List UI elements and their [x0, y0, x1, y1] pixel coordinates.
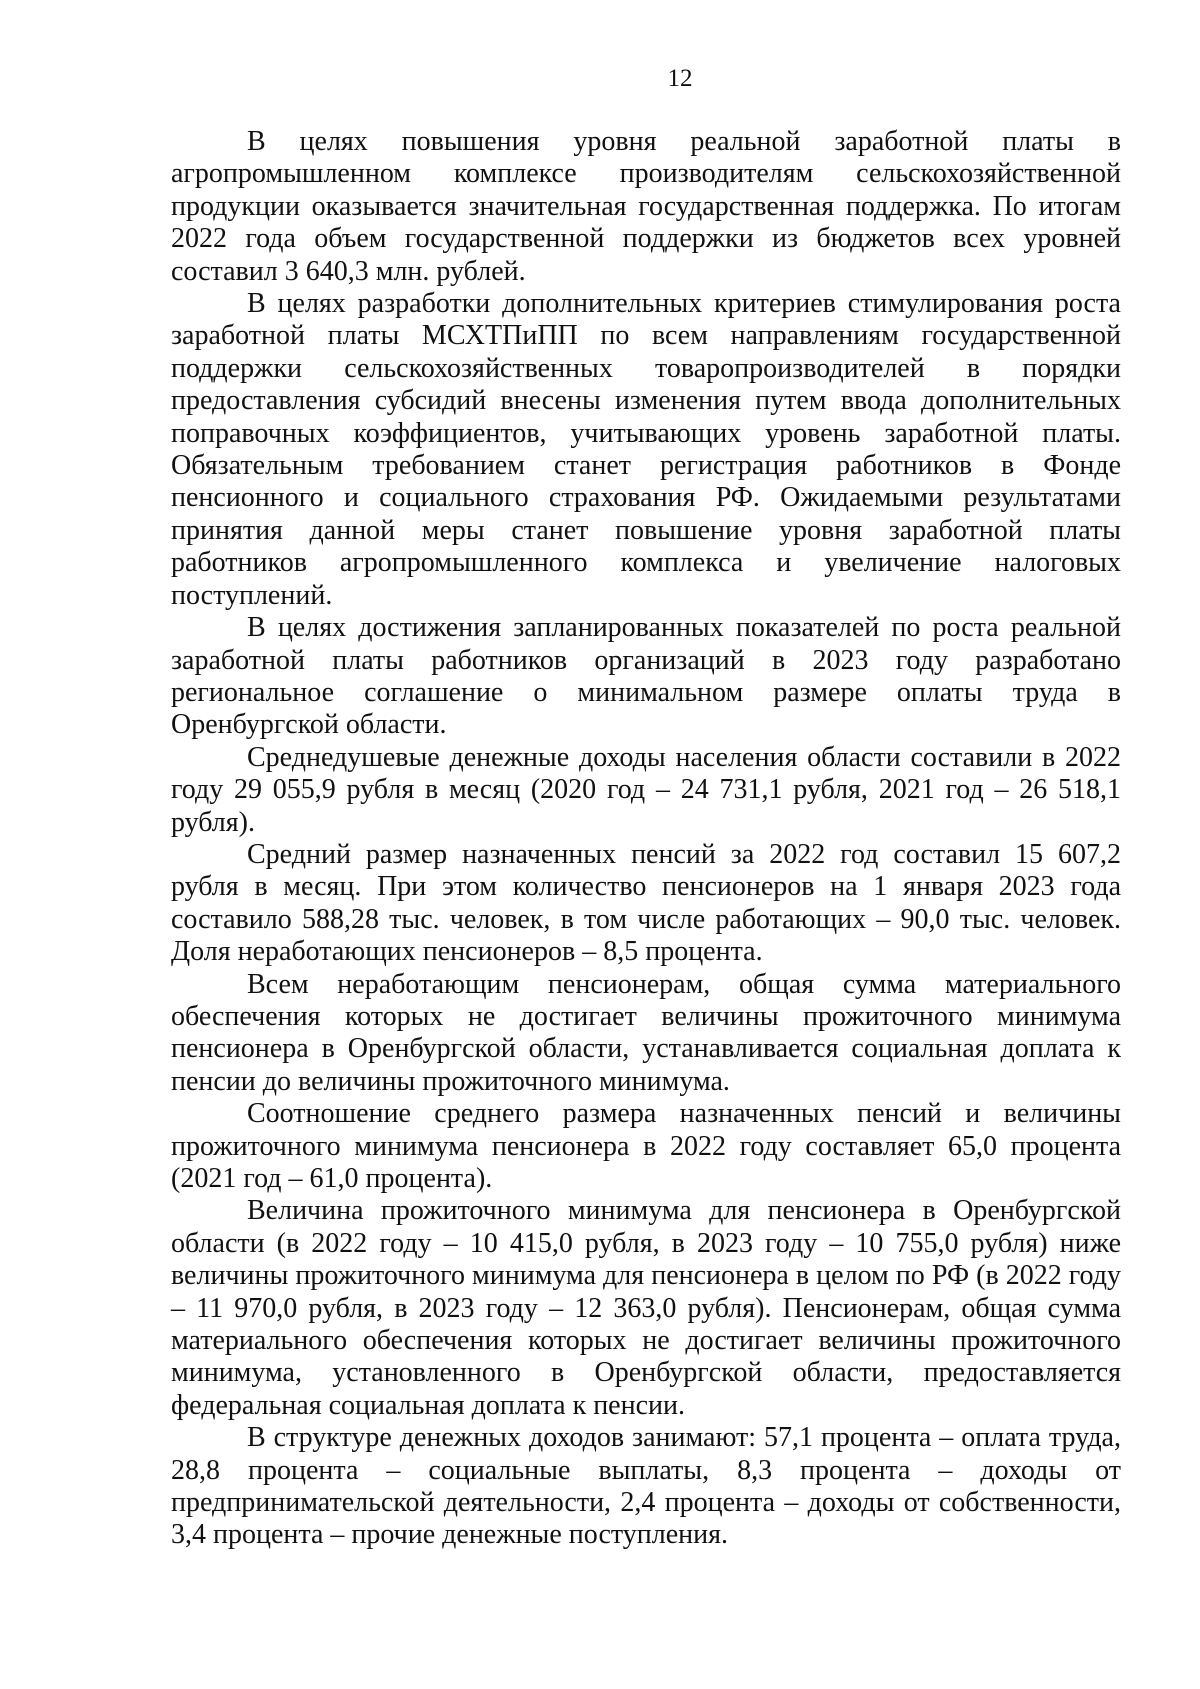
paragraph-pension-ratio: Соотношение среднего размера назначенных пенсий и величины прожиточного минимума пенсионера в 2022 году составляет 65,0 процента (2021 год – 61,0 процента). [171, 1098, 1121, 1194]
paragraph-minimum-wage-agreement: В целях достижения запланированных показателей по роста реальной заработной платы работников организаций в 2023 году разработано региональное соглашение о минимальном размере оплаты труда в Оренбургской области. [171, 612, 1121, 741]
paragraph-social-supplement: Всем неработающим пенсионерам, общая сумма материального обеспечения которых не достигает величины прожиточного минимума пенсионера в Оренбургской области, устанавливается социальная доплата к пенсии до величины прожиточного минимума. [171, 968, 1121, 1097]
document-body [171, 126, 1121, 1552]
paragraph-average-pension: Средний размер назначенных пенсий за 2022 год составил 15 607,2 рубля в месяц. При этом количество пенсионеров на 1 января 2023 года составило 588,28 тыс. человек, в том числе работающих – 90,0 тыс. человек. Доля неработающих пенсионеров – 8,5 процента. [171, 838, 1121, 968]
paragraph-subsistence-minimum: Величина прожиточного минимума для пенсионера в Оренбургской области (в 2022 году – 10 415,0 рубля, в 2023 году – 10 755,0 рубля) ниже величины прожиточного минимума для пенсионера в целом по РФ (в 2022 году – 11 970,0 рубля, в 2023 году – 12 363,0 рубля). Пенсионерам, общая сумма материального обеспечения которых не достигает величины прожиточного минимума, установленного в Оренбургской области, предоставляется федеральная социальная доплата к пенсии. [171, 1195, 1121, 1421]
page-number: 12 [667, 65, 693, 92]
paragraph-per-capita-income: Среднедушевые денежные доходы населения области составили в 2022 году 29 055,9 рубля в месяц (2020 год – 24 731,1 рубля, 2021 год – 26 518,1 рубля). [171, 741, 1121, 838]
paragraph-wage-criteria: В целях разработки дополнительных критериев стимулирования роста заработной платы МСХТПиПП по всем направлениям государственной поддержки сельскохозяйственных товаропроизводителей в порядки предоставления субсидий внесены изменения путем ввода дополнительных поправочных коэффициентов, учитывающих уровень заработной платы. Обязательным требованием станет регистрация работников в Фонде пенсионного и социального страхования РФ. Ожидаемыми результатами принятия данной меры станет повышение уровня заработной платы работников агропромышленного комплекса и увеличение налоговых поступлений. [171, 288, 1121, 611]
paragraph-agro-support: В целях повышения уровня реальной заработной платы в агропромышленном комплексе производителям сельскохозяйственной продукции оказывается значительная государственная поддержка. По итогам 2022 года объем государственной поддержки из бюджетов всех уровней составил 3 640,3 млн. рублей. [171, 126, 1121, 287]
paragraph-income-structure: В структуре денежных доходов занимают: 57,1 процента – оплата труда, 28,8 процента – социальные выплаты, 8,3 процента – доходы от предпринимательской деятельности, 2,4 процента – доходы от собственности, 3,4 процента – прочие денежные поступления. [171, 1422, 1121, 1551]
